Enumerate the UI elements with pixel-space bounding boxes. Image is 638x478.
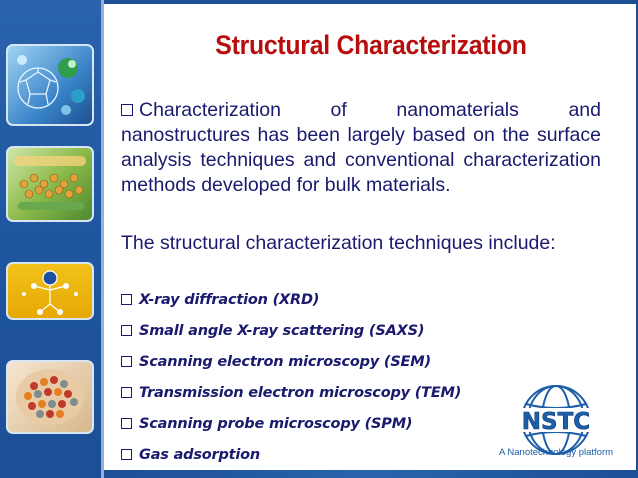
nanoparticle-cluster-icon	[6, 360, 94, 434]
slide-title: Structural Characterization	[215, 30, 527, 60]
list-item	[121, 439, 461, 470]
bottom-strip	[104, 470, 638, 478]
technique-label: Small angle X-ray scattering (SAXS)	[139, 322, 425, 339]
intro-paragraph	[121, 98, 601, 198]
include-line: The structural characterization techniques include:	[121, 232, 556, 254]
molecular-robot-icon	[6, 262, 94, 320]
checkbox-bullet-icon	[121, 104, 133, 116]
checkbox-bullet-icon	[121, 325, 132, 336]
top-border	[104, 0, 638, 4]
techniques-list	[121, 284, 461, 470]
nanotube-lattice-icon	[6, 146, 94, 222]
technique-label: Gas adsorption	[139, 446, 261, 463]
intro-text: Characterization of nanomaterials and nanostructures has been largely based on the surface analysis techniques and conventional characterization methods developed for bulk materials.	[121, 99, 601, 196]
technique-label: Scanning probe microscopy (SPM)	[139, 415, 413, 432]
checkbox-bullet-icon	[121, 418, 132, 429]
sidebar	[0, 0, 104, 478]
checkbox-bullet-icon	[121, 449, 132, 460]
list-item	[121, 346, 461, 377]
list-item	[121, 377, 461, 408]
list-item	[121, 284, 461, 315]
buckyball-network-icon	[6, 44, 94, 126]
list-item	[121, 315, 461, 346]
logo-text: NSTC	[521, 409, 591, 435]
technique-label: Transmission electron microscopy (TEM)	[139, 384, 462, 401]
checkbox-bullet-icon	[121, 356, 132, 367]
checkbox-bullet-icon	[121, 294, 132, 305]
logo-caption: A Nanotechnology platform	[498, 447, 614, 458]
technique-label: Scanning electron microscopy (SEM)	[139, 353, 431, 370]
list-item	[121, 408, 461, 439]
checkbox-bullet-icon	[121, 387, 132, 398]
technique-label: X-ray diffraction (XRD)	[139, 291, 320, 308]
